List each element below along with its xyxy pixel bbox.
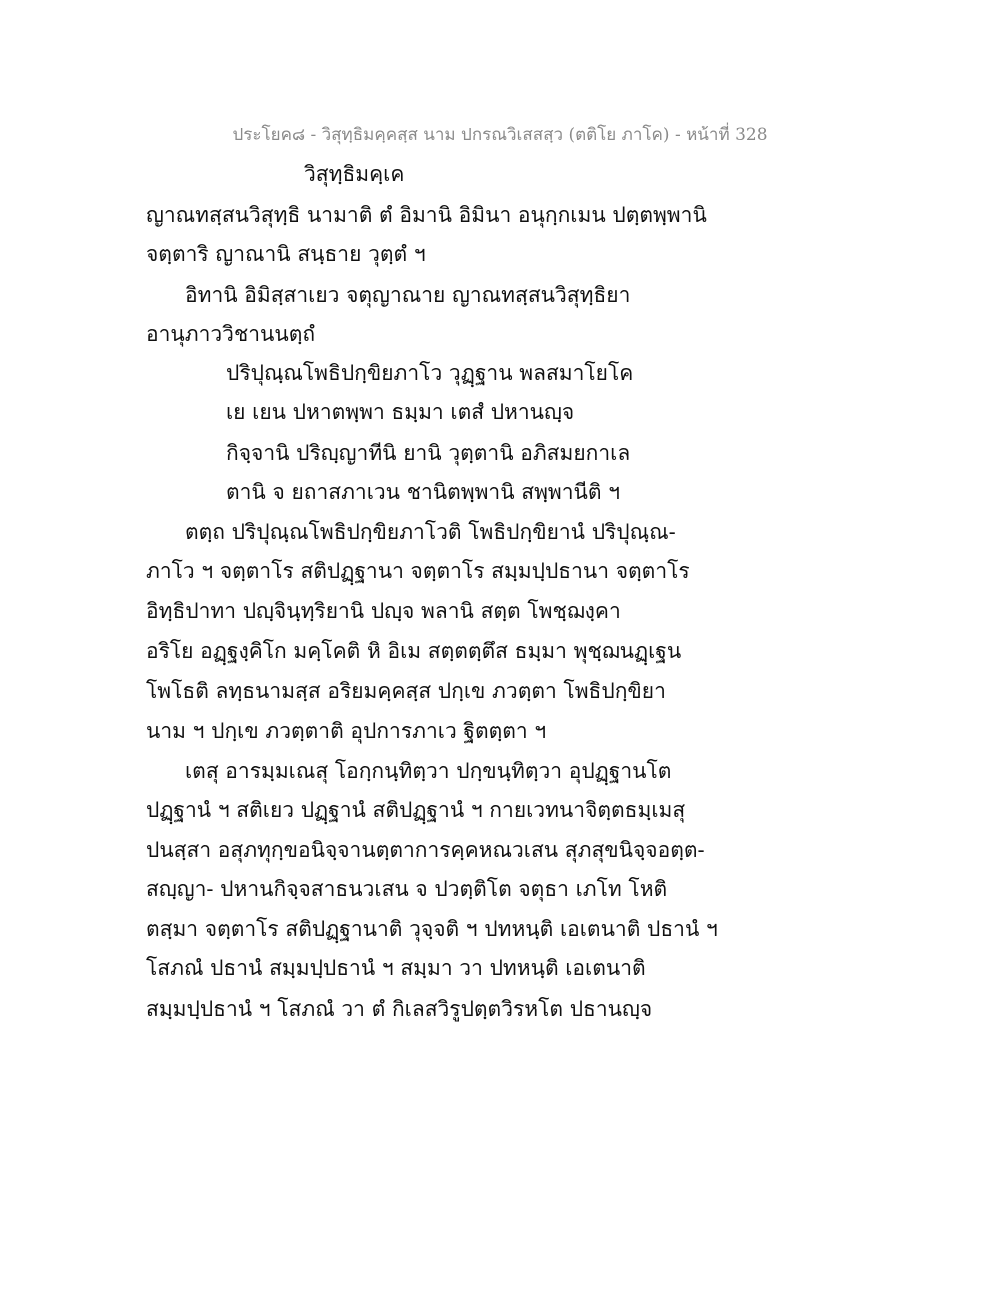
verse-line: ตานิ จ ยถาสภาเวน ชานิตพฺพานิ สพฺพานีติ ฯ [226,480,621,504]
verse-line: ปริปุณฺณโพธิปกฺขิยภาโว วุฏฺฐาน พลสมาโยโค [226,361,634,385]
text-line: สญฺญา- ปหานกิจฺจสาธนวเสน จ ปวตฺติโต จตุธา เภโท โหติ [146,877,668,901]
text-line: อริโย อฏฺฐงฺคิโก มคฺโคติ หิ อิเม สตฺตตฺตึส ธมฺมา พุชฺฌนฏฺเฐน [146,639,682,663]
text-line: อานุภาววิชานนตฺถํ [146,322,316,346]
text-line: นาม ฯ ปกฺเข ภวตฺตาติ อุปการภาเว ฐิตตฺตา ฯ [146,719,547,743]
text-line: ปฏฺฐานํ ฯ สติเยว ปฏฺฐานํ สติปฏฺฐานํ ฯ กายเวทนาจิตฺตธมฺเมสุ [146,798,686,822]
section-title: วิสุทฺธิมคฺเค [304,162,405,186]
text-line: ญาณทสฺสนวิสุทฺธิ นามาติ ตํ อิมานิ อิมินา อนุกฺกเมน ปตฺตพฺพานิ [146,203,707,227]
text-line: ตสฺมา จตฺตาโร สติปฏฺฐานาติ วุจฺจติ ฯ ปทหนฺติ เอเตนาติ ปธานํ ฯ [146,917,718,941]
verse-line: กิจฺจานิ ปริญฺญาทีนิ ยานิ วุตฺตานิ อภิสมยกาเล [226,441,631,465]
text-line: ปนสฺสา อสุภทุกฺขอนิจฺจานตฺตาการคฺคหณวเสน สุภสุขนิจฺจอตฺต- [146,838,705,862]
text-line: ตตฺถ ปริปุณฺณโพธิปกฺขิยภาโวติ โพธิปกฺขิยานํ ปริปุณฺณ- [185,520,676,544]
text-line: อิทฺธิปาทา ปญฺจินฺทฺริยานิ ปญฺจ พลานิ สตฺต โพชฺฌงฺคา [146,599,621,623]
text-line: จตฺตาริ ญาณานิ สนฺธาย วุตฺตํ ฯ [146,242,426,266]
page-header: ประโยค๘ - วิสุทฺธิมคฺคสฺส นาม ปกรณวิเสสสฺว (ตติโย ภาโค) - หน้าที่ 328 [232,125,768,145]
text-line: สมฺมปฺปธานํ ฯ โสภณํ วา ตํ กิเลสวิรูปตฺตวิรหโต ปธานญฺจ [146,997,653,1021]
text-line: ภาโว ฯ จตฺตาโร สติปฏฺฐานา จตฺตาโร สมฺมปฺปธานา จตฺตาโร [146,559,690,583]
verse-line: เย เยน ปหาตพฺพา ธมฺมา เตสํ ปหานญฺจ [226,400,575,424]
text-line: โพโธติ ลทฺธนามสฺส อริยมคฺคสฺส ปกฺเข ภวตฺตา โพธิปกฺขิยา [146,679,666,703]
text-line: อิทานิ อิมิสฺสาเยว จตุญาณาย ญาณทสฺสนวิสุทฺธิยา [185,283,631,307]
text-line: เตสุ อารมฺมเณสุ โอกฺกนฺทิตฺวา ปกฺขนฺทิตฺวา อุปฏฺฐานโต [185,759,672,783]
text-line: โสภณํ ปธานํ สมฺมปฺปธานํ ฯ สมฺมา วา ปทหนฺติ เอเตนาติ [146,956,646,980]
